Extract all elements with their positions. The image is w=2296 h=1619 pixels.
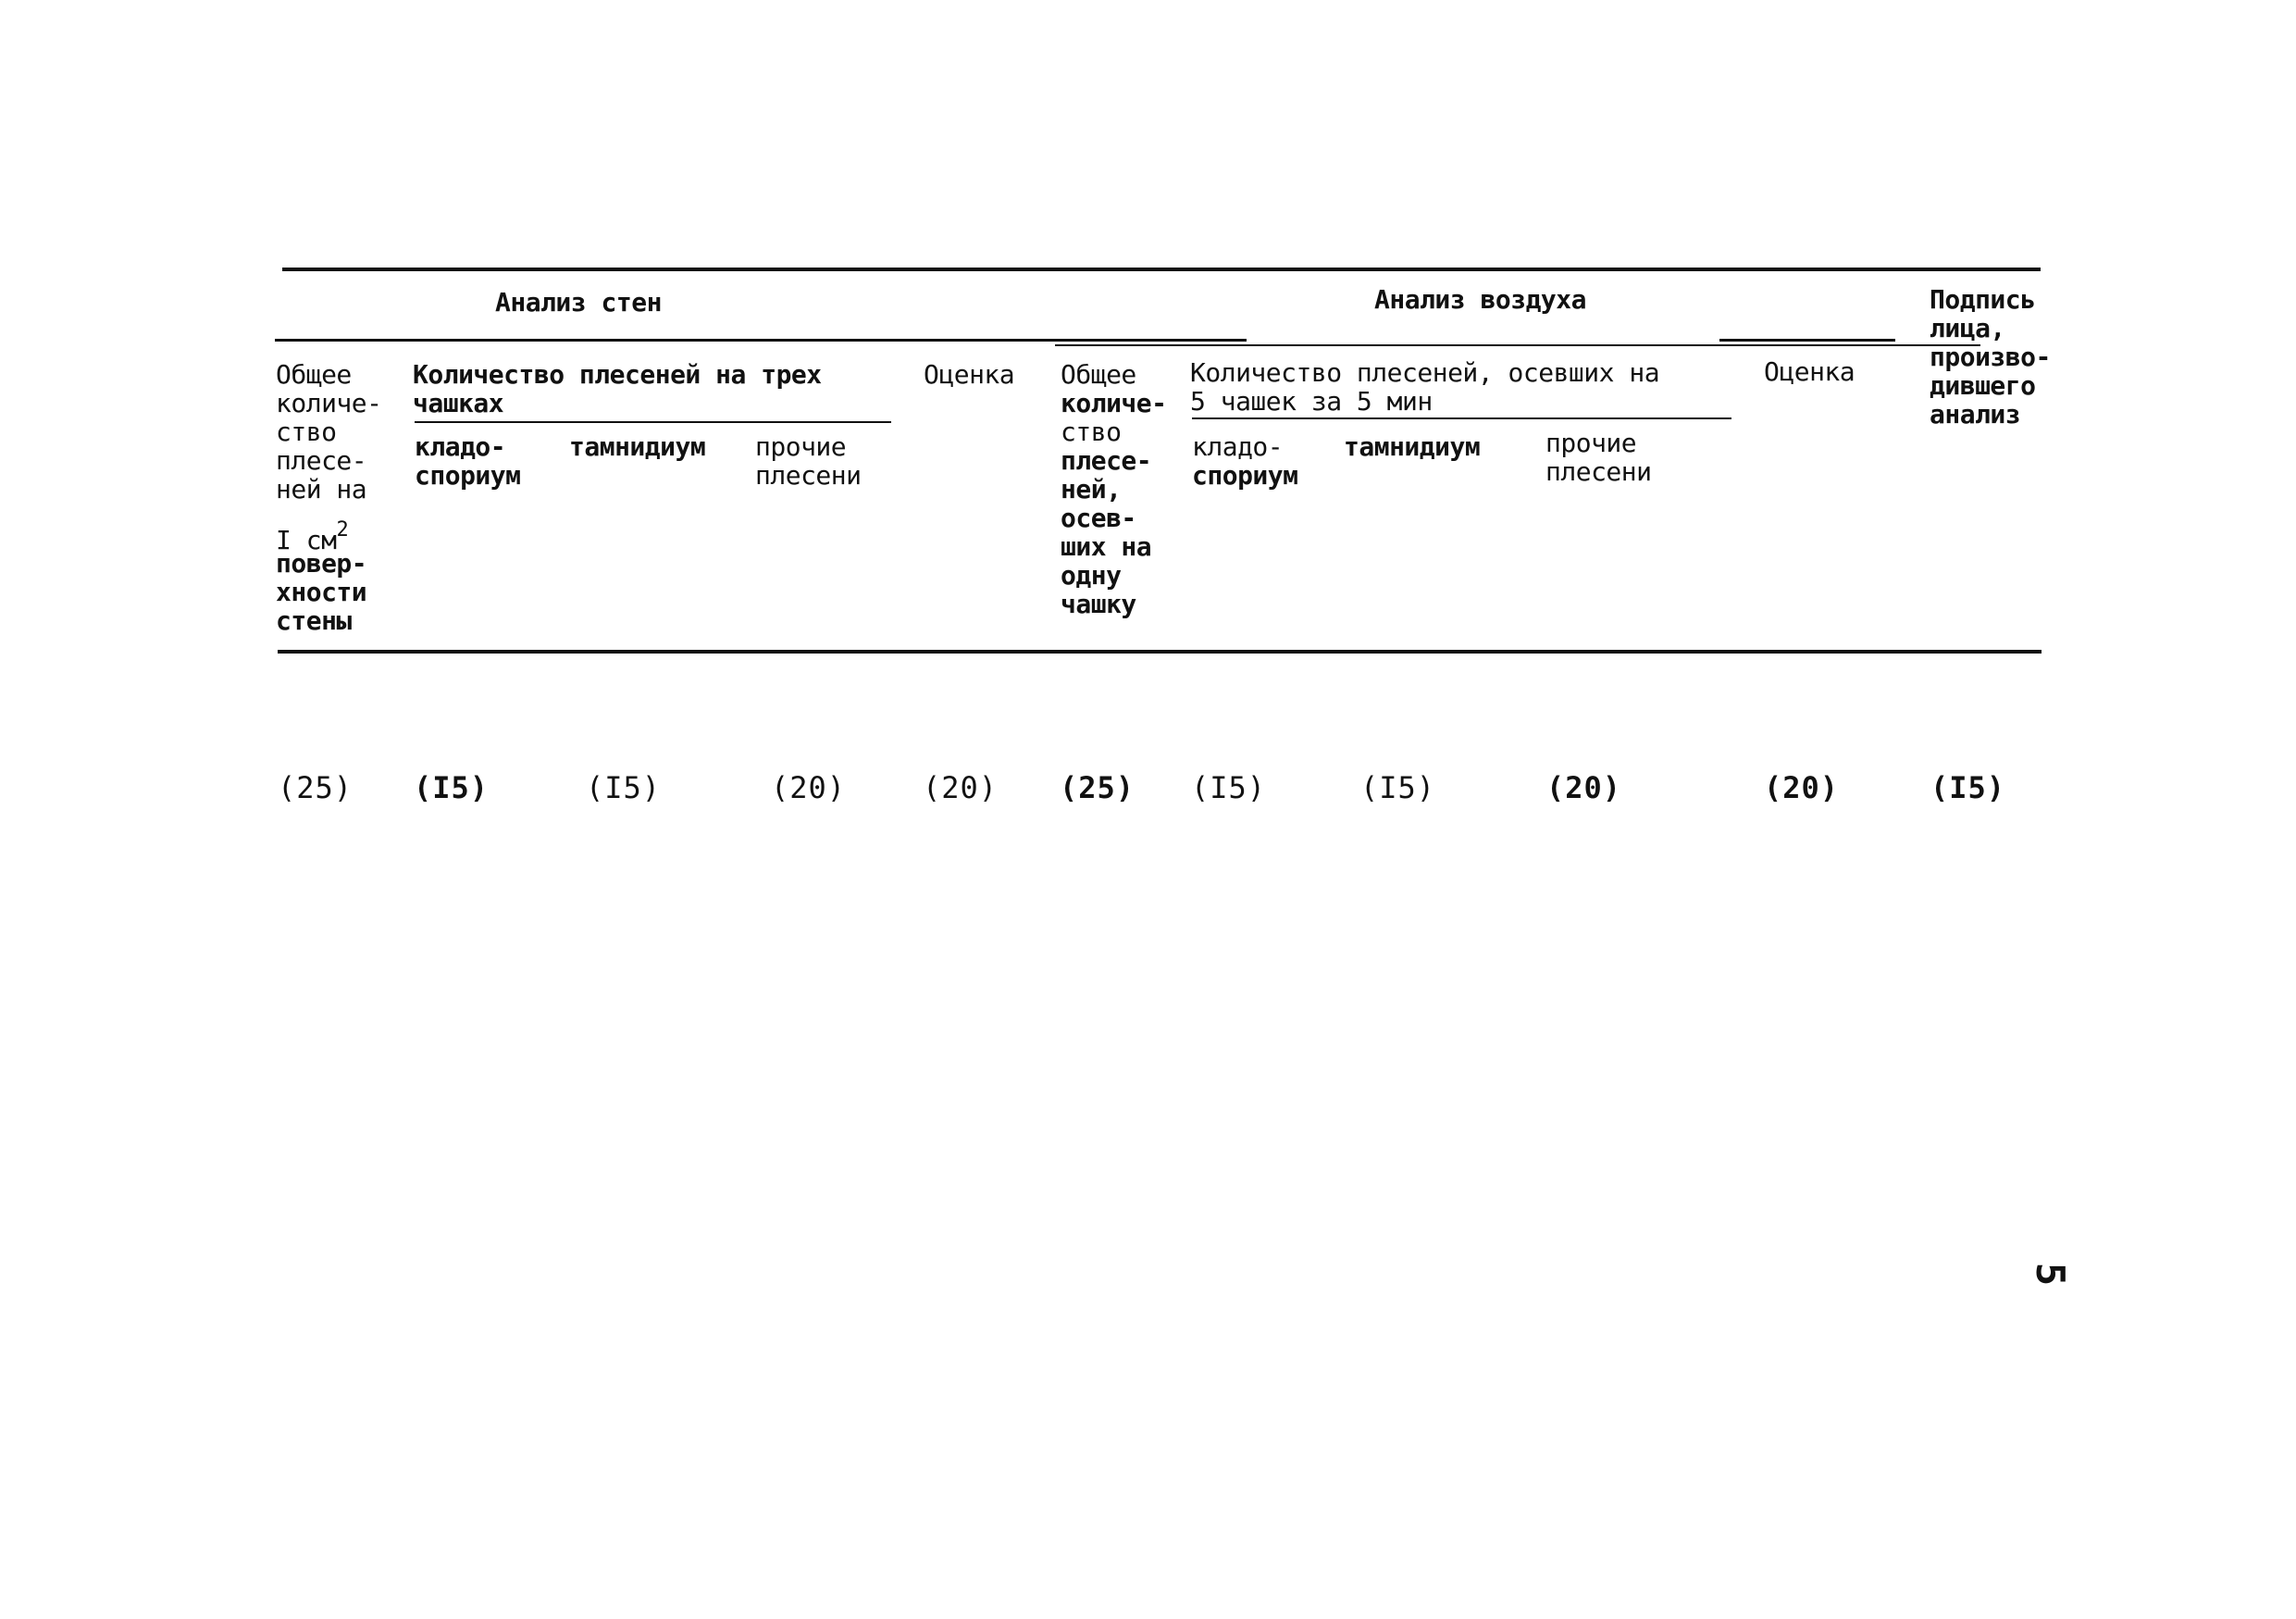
table-header-bottom-rule [278,650,2042,654]
header-line: произво- [1930,342,2051,372]
header-line: одну [1061,560,1122,591]
header-line: стены [276,605,352,636]
air-molds-header: Количество плесеней, осевших на [1190,357,1660,388]
header-line: ство [276,417,337,447]
header-line: дившего [1930,370,2036,401]
header-line: анализ [1930,399,2021,430]
header-line: Общее [276,359,352,390]
header-line: чашку [1061,589,1136,619]
column-width-label: (25) [1060,770,1136,805]
header-line: ней, [1061,474,1122,504]
column-width-label: (I5) [1360,770,1436,805]
walls-title-rule [275,339,1247,342]
header-line: повер- [276,548,367,579]
column-width-label: (I5) [1191,770,1267,805]
air-molds-rule [1192,417,1731,419]
walls-thamnidium-header: тамнидиум [569,431,706,462]
walls-analysis-title: Анализ стен [495,287,662,318]
header-line: ших на [1061,531,1152,562]
air-cladosporium-header: кладо- [1192,431,1284,462]
air-rating-header: Оценка [1764,356,1855,387]
walls-other-molds-header-cont: плесени [755,460,862,491]
air-other-molds-header: прочие [1545,428,1637,458]
column-width-label: (I5) [414,770,490,805]
column-width-label: (20) [1764,770,1840,805]
header-line: Общее [1061,359,1136,390]
page-number [2028,1263,2073,1286]
header-line: ней на [276,474,367,504]
column-width-label: (I5) [1930,770,2006,805]
air-analysis-title: Анализ воздуха [1374,284,1587,315]
header-line: плесе- [1061,445,1152,476]
walls-cladosporium-header: кладо- [415,431,506,462]
air-cladosporium-header-cont: спориум [1192,460,1298,491]
column-width-label: (I5) [586,770,662,805]
header-line: плесе- [276,445,367,476]
header-line: Подпись [1930,284,2036,315]
walls-molds-header-cont: чашках [413,388,504,418]
air-rating-rule [1719,339,1895,342]
air-thamnidium-header: тамнидиум [1344,431,1481,462]
walls-molds-rule [415,421,891,423]
air-title-rule [1055,344,1980,346]
header-line: осев- [1061,503,1136,533]
walls-molds-header: Количество плесеней на трех [413,359,822,390]
header-line: ство [1061,417,1122,447]
column-width-label: (20) [771,770,847,805]
table-top-rule [282,268,2041,271]
header-line-text: I см [276,525,337,555]
header-line: лица, [1930,313,2005,343]
walls-rating-header: Оценка [924,359,1015,390]
column-width-label: (25) [278,770,354,805]
air-other-molds-header-cont: плесени [1545,456,1652,487]
air-molds-header-cont: 5 чашек за 5 мин [1190,386,1433,417]
header-line: количе- [276,388,382,418]
column-width-label: (20) [1546,770,1622,805]
walls-cladosporium-header-cont: спориум [415,460,521,491]
page-number-text: 5 [2028,1262,2074,1287]
header-line: хности [276,577,367,607]
superscript: 2 [336,518,349,542]
walls-other-molds-header: прочие [755,431,847,462]
header-line: количе- [1061,388,1167,418]
column-width-label: (20) [923,770,999,805]
